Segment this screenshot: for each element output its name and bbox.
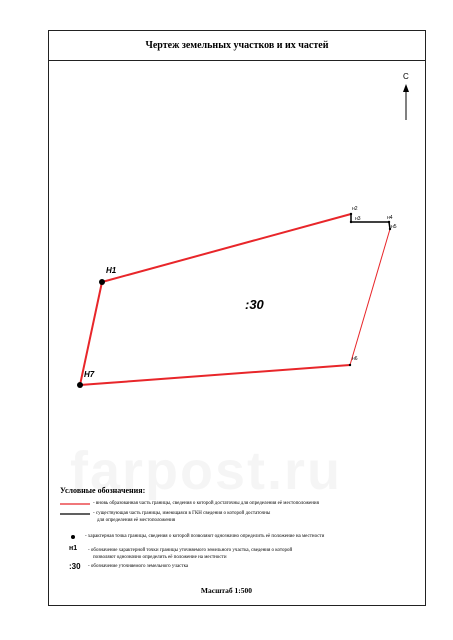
legend-black-line-text-2: для определения её местоположения: [97, 518, 176, 523]
boundary-n5-n6: [350, 229, 390, 365]
drawing-title: Чертеж земельных участков и их частей: [49, 31, 425, 61]
legend-n1-symbol: н1: [69, 545, 78, 552]
point-n6-label: н6: [352, 356, 358, 362]
boundary-n6-n7: [80, 365, 350, 385]
legend-dot-text: - характерная точка границы, сведения о которой позволяют однозначно определить её положение на местности: [85, 534, 325, 539]
scale-label: Масштаб 1:500: [200, 586, 253, 595]
legend-dot-symbol: [71, 535, 75, 539]
legend-n1-text-2: позволяют однозначно определить её положение на местности: [93, 555, 227, 560]
legend-red-line-text: - вновь образованная часть границы, сведения о которой достаточны для определения её местоположения: [93, 501, 319, 506]
point-n2-marker: [350, 213, 352, 215]
point-n3-marker: [350, 221, 352, 223]
point-n4-marker: [388, 221, 390, 223]
legend-title: Условные обозначения:: [60, 486, 146, 495]
legend-black-line-text-1: - существующая часть границы, имеющаяся в ГКН сведения о которой достаточны: [93, 511, 271, 516]
point-n3-label: н3: [355, 216, 361, 222]
north-label: С: [403, 72, 409, 81]
legend-n1-text-1: - обозначение характерной точки границы уточняемого земельного участка, сведения о которой: [88, 548, 293, 553]
point-n7-label: Н7: [84, 370, 95, 379]
legend-num-text: - обозначение уточняемого земельного участка: [88, 564, 189, 569]
north-arrow-head: [403, 84, 409, 92]
point-n2-label: н2: [352, 206, 358, 212]
parcel-label: :30: [245, 297, 264, 312]
point-n6-marker: [349, 364, 351, 366]
point-n5-label: н5: [391, 224, 397, 230]
point-n4-label: н4: [387, 215, 393, 221]
boundary-n1-n2: [102, 214, 351, 282]
legend-num-symbol: :30: [69, 562, 81, 571]
point-n7-marker: [77, 382, 83, 388]
point-n1-label: Н1: [106, 266, 117, 275]
point-n1-marker: [99, 279, 105, 285]
